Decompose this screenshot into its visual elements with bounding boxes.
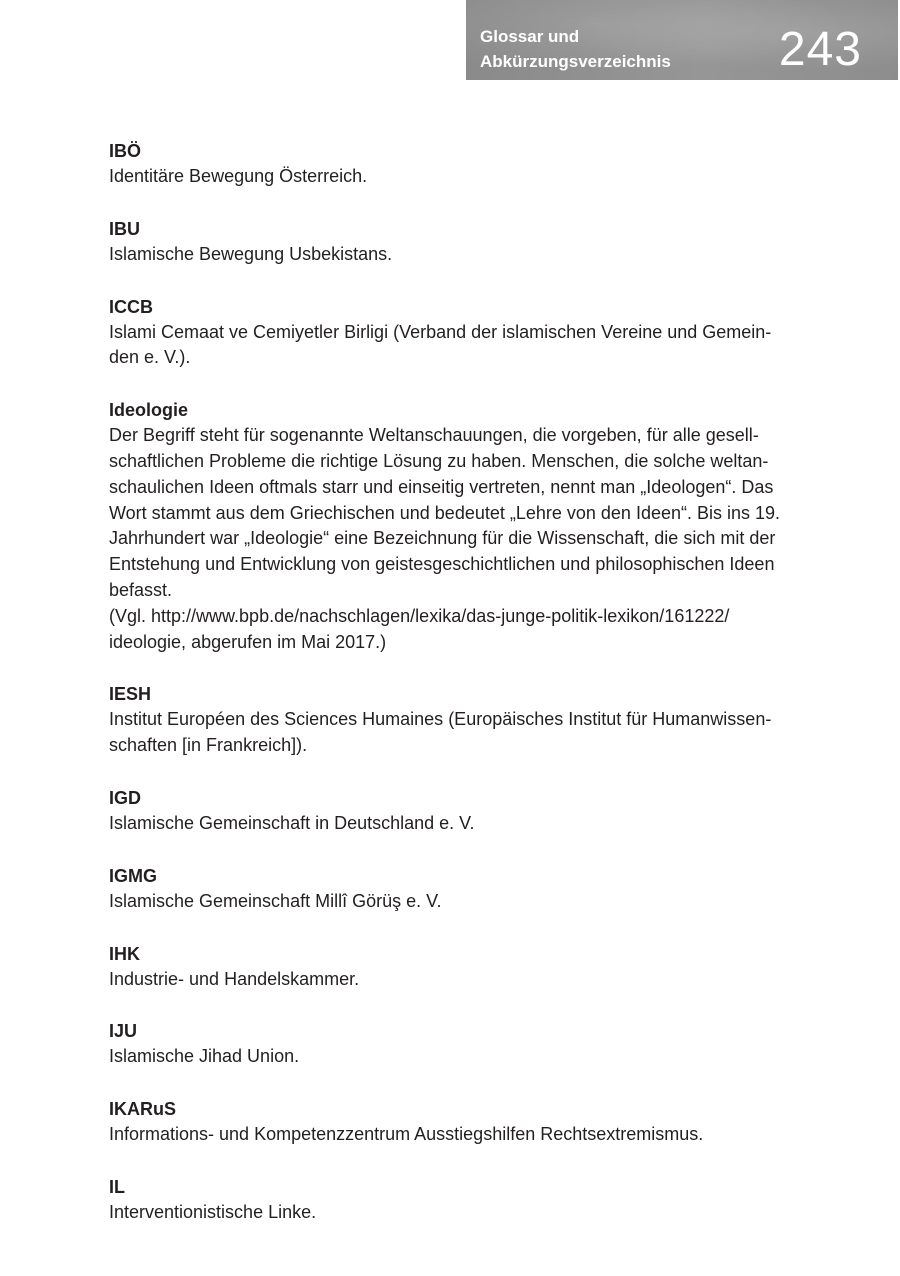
glossary-term: IKARuS [109,1099,176,1120]
section-header-band [466,0,898,80]
glossary-definition: Islamische Bewegung Usbekistans. [109,243,393,264]
glossary-entry-iju [109,1018,809,1070]
glossary-term: IGD [109,787,142,808]
glossary-list [109,138,809,1252]
glossary-term: ICCB [109,296,153,317]
glossary-entry-ibo [109,138,809,190]
glossary-entry-iccb [109,294,809,372]
section-title [480,24,671,74]
glossary-term: IL [109,1176,125,1197]
glossary-definition: Interventionistische Linke. [109,1201,317,1222]
glossary-entry-igmg [109,863,809,915]
glossary-definition: Islamische Jihad Union. [109,1046,300,1067]
glossary-definition: Der Begriff steht für sogenannte Weltanschauungen, die vorgeben, für alle gesell- schaftlichen Probleme die richtige Lösung zu haben. Menschen, die solche weltan- schaulichen Ideen oftmals starr und einseitig vertreten, nennt man „Ideologen“. Das Wort stammt aus dem Griechischen und bedeutet „Lehre von den Ideen“. Bis ins 19. Jahrhundert war „Ideologie“ eine Bezeichnung für die Wissenschaft, die sich mit der Entstehung und Entwicklung von geistesgeschichtlichen und philosophischen Ideen befasst. (Vgl. http://www.bpb.de/nachschlagen/lexika/das-junge-politik-lexikon/161222/ ideologie, abgerufen im Mai 2017.) [109,425,781,652]
page-number: 243 [778,23,862,76]
glossary-term: IBU [109,218,140,239]
glossary-definition: Islamische Gemeinschaft Millî Görüş e. V. [109,890,442,911]
glossary-definition: Identitäre Bewegung Österreich. [109,166,368,186]
glossary-entry-ihk [109,941,809,993]
glossary-term: IGMG [109,865,157,886]
glossary-term: IESH [109,684,152,705]
glossary-entry-il [109,1174,809,1226]
glossary-definition: Informations- und Kompetenzzentrum Ausstiegshilfen Rechtsextremismus. [109,1124,704,1145]
glossary-definition: Islamische Gemeinschaft in Deutschland e. V. [109,812,475,833]
glossary-definition: Institut Européen des Sciences Humaines (Europäisches Institut für Humanwissen- schaften [in Frankreich]). [109,709,772,756]
section-title-line2: Abkürzungsverzeichnis [480,52,671,71]
glossary-entry-ikarus [109,1096,809,1148]
glossary-entry-iesh [109,681,809,759]
glossary-definition: Industrie- und Handelskammer. [109,968,360,989]
glossary-term: IHK [109,943,140,964]
glossary-term: Ideologie [109,400,189,421]
glossary-term: IJU [109,1021,138,1042]
glossary-entry-ibu [109,216,809,268]
glossary-definition: Islami Cemaat ve Cemiyetler Birligi (Verband der islamischen Vereine und Gemein- den e. V.). [109,321,772,368]
glossary-term: IBÖ [109,141,142,161]
glossary-entry-igd [109,785,809,837]
section-title-line1: Glossar und [480,27,580,46]
glossary-entry-ideologie [109,397,809,655]
